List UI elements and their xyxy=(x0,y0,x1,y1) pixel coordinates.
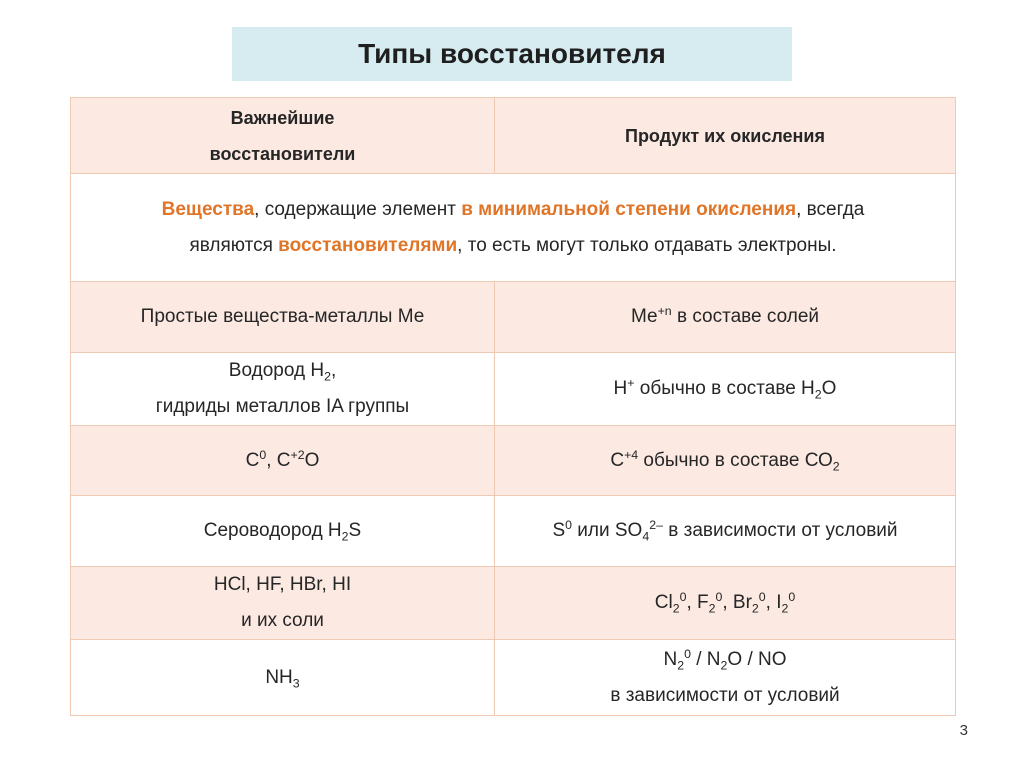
reducers-table xyxy=(70,97,956,716)
header-col-reducers: Важнейшие восстановители xyxy=(71,98,495,174)
statement-row xyxy=(71,174,956,282)
reducer-cell: Простые вещества-металлы Ме xyxy=(71,282,495,353)
table-row xyxy=(71,282,956,353)
table-row xyxy=(71,640,956,716)
product-cell: $Ме^{+n}$ в составе солей xyxy=(495,282,956,353)
reducer-cell: Водород $Н_2$, гидриды металлов IA группы xyxy=(71,353,495,426)
table-row xyxy=(71,496,956,567)
reducer-cell: $С^0$, $С^{+2}О$ xyxy=(71,426,495,496)
highlight-min-oxidation: в минимальной степени окисления xyxy=(461,198,797,220)
table-row xyxy=(71,353,956,426)
product-cell: $S^0$ или $SO_4^{2-}$ в зависимости от условий xyxy=(495,496,956,567)
table-header-row xyxy=(71,98,956,174)
product-cell: Н+ обычно в составе $Н_2О$ xyxy=(495,353,956,426)
header-col-oxidation-product: Продукт их окисления xyxy=(495,98,956,174)
reducer-cell: Сероводород $Н_2S$ xyxy=(71,496,495,567)
reducer-cell: HCl, HF, HBr, HI и их соли xyxy=(71,567,495,640)
product-cell: $N_2^0 / N_2O$ / NO в зависимости от условий xyxy=(495,640,956,716)
product-cell: $Cl_2^0$, $F_2^0$, $Br_2^0$, $I_2^0$ xyxy=(495,567,956,640)
page-number: 3 xyxy=(959,722,968,739)
statement-cell: Вещества, содержащие элемент в минимальной степени окисления, всегда являются восстановителями, то есть могут только отдавать электроны. xyxy=(71,174,956,282)
slide-title: Типы восстановителя xyxy=(358,38,666,69)
highlight-substances: Вещества xyxy=(161,198,255,220)
product-cell: $С^{+4}$ обычно в составе $СО_2$ xyxy=(495,426,956,496)
reducer-cell: $NH_3$ xyxy=(71,640,495,716)
highlight-reducers: восстановителями xyxy=(278,234,458,256)
table-row xyxy=(71,567,956,640)
table-row xyxy=(71,426,956,496)
title-box xyxy=(232,27,792,81)
